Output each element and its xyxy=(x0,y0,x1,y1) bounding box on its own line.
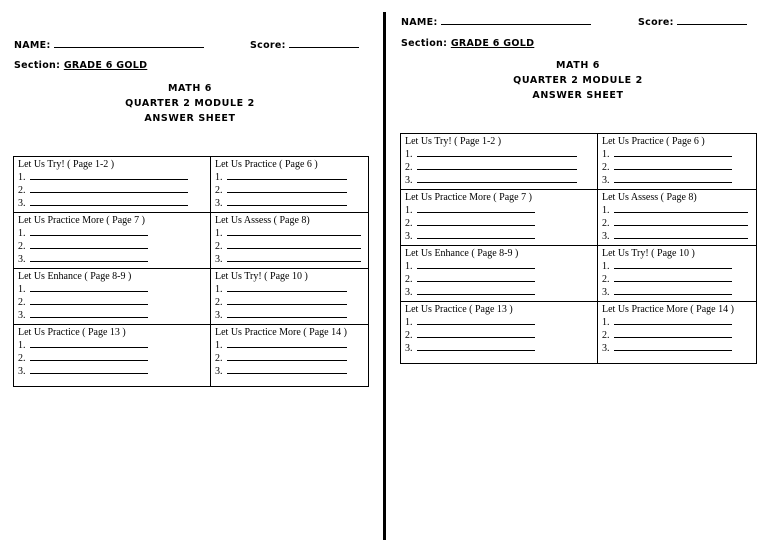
answer-line: 2. xyxy=(602,273,752,286)
answer-line: 1. xyxy=(405,316,593,329)
answer-cell xyxy=(598,302,757,364)
answer-line: 3. xyxy=(405,174,593,187)
answer-cell xyxy=(14,213,211,269)
answer-line: 2. xyxy=(405,217,593,230)
title-module: QUARTER 2 MODULE 2 xyxy=(513,75,643,86)
score-label: Score: xyxy=(250,40,286,51)
score-label: Score: xyxy=(638,17,674,28)
score-blank xyxy=(289,38,359,48)
answer-line: 1. xyxy=(215,339,364,352)
answer-line: 1. xyxy=(405,148,593,161)
answer-cell xyxy=(401,246,598,302)
answer-line: 3. xyxy=(602,342,752,355)
name-label: NAME: xyxy=(401,17,438,28)
answer-line: 1. xyxy=(18,227,206,240)
name-blank xyxy=(54,38,204,48)
score-field xyxy=(638,15,747,28)
answer-line: 2. xyxy=(215,296,364,309)
cell-title: Let Us Practice ( Page 13 ) xyxy=(405,304,513,315)
answer-line: 3. xyxy=(405,230,593,243)
cell-title: Let Us Practice ( Page 6 ) xyxy=(602,136,705,147)
answer-line: 1. xyxy=(405,204,593,217)
answer-cell xyxy=(14,325,211,387)
answer-line: 2. xyxy=(405,329,593,342)
answer-line: 1. xyxy=(405,260,593,273)
answer-line: 1. xyxy=(602,204,752,217)
answer-line: 1. xyxy=(18,283,206,296)
answer-line: 1. xyxy=(602,148,752,161)
answer-line: 2. xyxy=(405,273,593,286)
answer-line: 1. xyxy=(215,227,364,240)
section-label: Section: xyxy=(14,60,61,71)
answer-cell xyxy=(211,269,369,325)
cell-title: Let Us Enhance ( Page 8-9 ) xyxy=(405,248,519,259)
title-subject: MATH 6 xyxy=(555,60,601,71)
cell-title: Let Us Try! ( Page 1-2 ) xyxy=(405,136,502,147)
answer-line: 3. xyxy=(18,309,206,322)
answer-cell xyxy=(598,190,757,246)
section-field xyxy=(14,60,147,71)
answer-cell xyxy=(401,134,598,190)
cell-title: Let Us Assess ( Page 8) xyxy=(215,215,310,226)
cell-title: Let Us Practice More ( Page 7 ) xyxy=(405,192,532,203)
answer-line: 1. xyxy=(602,316,752,329)
answer-line: 3. xyxy=(215,309,364,322)
cell-title: Let Us Practice More ( Page 14 ) xyxy=(602,304,734,315)
answer-cell xyxy=(14,157,211,213)
answer-line: 2. xyxy=(18,296,206,309)
answer-cell xyxy=(598,246,757,302)
answer-line: 2. xyxy=(18,240,206,253)
sheet-title xyxy=(90,81,290,126)
sheet-title xyxy=(478,58,678,103)
answer-line: 3. xyxy=(602,230,752,243)
section-value: GRADE 6 GOLD xyxy=(450,38,535,49)
answer-line: 2. xyxy=(215,352,364,365)
name-label: NAME: xyxy=(14,40,51,51)
section-label: Section: xyxy=(401,38,448,49)
answer-line: 3. xyxy=(405,286,593,299)
answer-grid xyxy=(13,156,369,387)
answer-line: 1. xyxy=(215,171,364,184)
cell-title: Let Us Try! ( Page 10 ) xyxy=(215,271,308,282)
score-field xyxy=(250,38,359,51)
cell-title: Let Us Practice More ( Page 14 ) xyxy=(215,327,347,338)
answer-line: 2. xyxy=(602,161,752,174)
answer-line: 2. xyxy=(18,184,206,197)
answer-cell xyxy=(211,213,369,269)
page-divider xyxy=(383,12,386,540)
answer-line: 1. xyxy=(18,339,206,352)
answer-line: 3. xyxy=(18,197,206,210)
answer-line: 2. xyxy=(405,161,593,174)
answer-line: 2. xyxy=(18,352,206,365)
cell-title: Let Us Enhance ( Page 8-9 ) xyxy=(18,271,132,282)
cell-title: Let Us Practice ( Page 13 ) xyxy=(18,327,126,338)
answer-line: 2. xyxy=(215,184,364,197)
answer-line: 2. xyxy=(602,329,752,342)
answer-line: 2. xyxy=(215,240,364,253)
answer-line: 3. xyxy=(18,365,206,378)
section-value: GRADE 6 GOLD xyxy=(63,60,148,71)
name-field xyxy=(14,38,204,51)
answer-cell xyxy=(211,325,369,387)
score-blank xyxy=(677,15,747,25)
cell-title: Let Us Try! ( Page 1-2 ) xyxy=(18,159,115,170)
answer-line: 3. xyxy=(215,253,364,266)
title-subject: MATH 6 xyxy=(167,83,213,94)
answer-grid xyxy=(400,133,757,364)
answer-cell xyxy=(598,134,757,190)
answer-line: 3. xyxy=(215,365,364,378)
answer-line: 3. xyxy=(602,174,752,187)
title-answer-sheet: ANSWER SHEET xyxy=(532,90,624,101)
answer-line: 3. xyxy=(215,197,364,210)
answer-cell xyxy=(401,302,598,364)
answer-line: 2. xyxy=(602,217,752,230)
cell-title: Let Us Practice More ( Page 7 ) xyxy=(18,215,145,226)
cell-title: Let Us Assess ( Page 8) xyxy=(602,192,697,203)
answer-cell xyxy=(211,157,369,213)
name-blank xyxy=(441,15,591,25)
answer-line: 1. xyxy=(602,260,752,273)
answer-line: 1. xyxy=(215,283,364,296)
answer-line: 3. xyxy=(18,253,206,266)
title-answer-sheet: ANSWER SHEET xyxy=(144,113,236,124)
answer-cell xyxy=(14,269,211,325)
answer-line: 1. xyxy=(18,171,206,184)
name-field xyxy=(401,15,591,28)
cell-title: Let Us Try! ( Page 10 ) xyxy=(602,248,695,259)
answer-line: 3. xyxy=(602,286,752,299)
answer-cell xyxy=(401,190,598,246)
answer-line: 3. xyxy=(405,342,593,355)
title-module: QUARTER 2 MODULE 2 xyxy=(125,98,255,109)
cell-title: Let Us Practice ( Page 6 ) xyxy=(215,159,318,170)
section-field xyxy=(401,38,534,49)
